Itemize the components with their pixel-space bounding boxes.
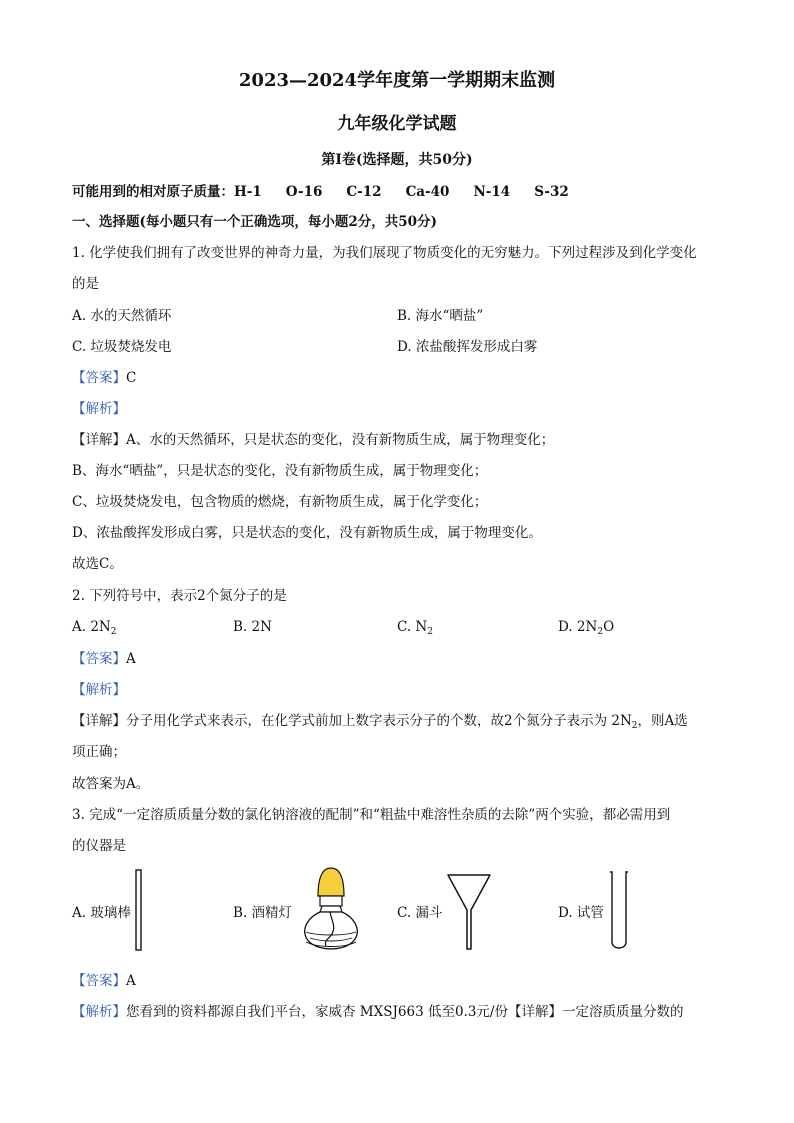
q3-stem-line1: 3. 完成“一定溶质质量分数的氯化钠溶液的配制”和“粗盐中难溶性杂质的去除”两个实验，都必需用到 [72, 807, 671, 823]
atomic-mass-item: Ca-40 [405, 184, 450, 200]
q3-option-c: C. 漏斗 [397, 905, 443, 921]
q2-detail-line2: 项正确； [72, 744, 126, 760]
q3-detail-text: 一定溶质质量分数的 [561, 1004, 684, 1020]
section-title: 一、选择题(每小题只有一个正确选项，每小题2分，共50分) [72, 214, 437, 230]
atomic-mass-item: S-32 [534, 184, 569, 200]
q1-conclusion: 故选C。 [72, 556, 123, 572]
q3-option-d: D. 试管 [558, 905, 604, 921]
q1-option-c: C. 垃圾焚烧发电 [72, 339, 172, 355]
q2-option-a: A. $2N_2$ [72, 619, 117, 637]
q3-answer [72, 971, 136, 991]
q1-option-d: D. 浓盐酸挥发形成白雾 [397, 339, 538, 355]
q1-detail-a [72, 430, 554, 450]
q2-answer-value: A [126, 651, 136, 667]
q3-answer-value: A [126, 973, 136, 989]
alcohol-lamp-icon [296, 866, 366, 952]
analysis-tag: 【解析】 [72, 682, 126, 698]
q1-option-b: B. 海水“晒盐” [397, 308, 484, 324]
atomic-mass-item: O-16 [285, 184, 323, 200]
atomic-mass-line [72, 182, 593, 202]
exam-title: 2023—2024学年度第一学期期末监测 [238, 70, 556, 91]
q1-detail-c: C、垃圾焚烧发电，包含物质的燃烧，有新物质生成，属于化学变化； [72, 494, 488, 510]
atomic-mass-item: C-12 [346, 184, 382, 200]
q2-detail: 【详解】分子用化学式来表示，在化学式前加上数字表示分子的个数，故2个氮分子表示为 $2N_2$，则A选 [72, 713, 688, 731]
exam-subtitle: 九年级化学试题 [337, 114, 457, 134]
q1-detail-b: B、海水“晒盐”，只是状态的变化，没有新物质生成，属于物理变化； [72, 463, 488, 479]
detail-tag: 【详解】 [72, 432, 126, 448]
q2-option-b: B. 2N [233, 619, 272, 635]
q3-analysis-text: 您看到的资料都源自我们平台，家威杏 MXSJ663 低至0.3元/份 [126, 1004, 508, 1020]
atomic-mass-label: 可能用到的相对原子质量： [72, 184, 234, 200]
answer-tag: 【答案】 [72, 973, 126, 989]
part-heading: 第Ⅰ卷(选择题，共50分) [321, 152, 473, 168]
q1-analysis [72, 399, 126, 419]
q3-option-a: A. 玻璃棒 [72, 905, 131, 921]
q1-answer [72, 368, 136, 388]
q3-stem-line2: 的仪器是 [72, 838, 126, 854]
q1-detail-a-text: A、水的天然循环，只是状态的变化，没有新物质生成，属于物理变化； [126, 432, 555, 448]
detail-tag: 【详解】 [507, 1004, 562, 1020]
q1-option-a: A. 水的天然循环 [72, 308, 172, 324]
atomic-mass-item: N-14 [473, 184, 511, 200]
analysis-tag: 【解析】 [72, 1004, 126, 1020]
q2-analysis [72, 680, 126, 700]
q3-option-b: B. 酒精灯 [233, 905, 293, 921]
q3-analysis [72, 1002, 683, 1022]
funnel-icon [446, 872, 492, 952]
q2-stem: 2. 下列符号中，表示2个氮分子的是 [72, 588, 287, 604]
q1-stem-line1: 1. 化学使我们拥有了改变世界的神奇力量，为我们展现了物质变化的无穷魅力。下列过程涉及到化学变化 [72, 245, 697, 261]
q1-stem-line2: 的是 [72, 276, 99, 292]
answer-tag: 【答案】 [72, 370, 126, 386]
q1-detail-d: D、浓盐酸挥发形成白雾，只是状态的变化，没有新物质生成，属于物理变化。 [72, 525, 542, 541]
q1-answer-value: C [126, 370, 137, 386]
test-tube-icon [608, 870, 630, 954]
q2-conclusion: 故答案为A。 [72, 776, 150, 792]
glass-rod-icon [134, 868, 144, 952]
answer-tag: 【答案】 [72, 651, 126, 667]
q2-answer [72, 649, 136, 669]
analysis-tag: 【解析】 [72, 401, 126, 417]
q2-option-c: C. $N_2$ [397, 619, 433, 637]
detail-tag: 【详解】 [72, 713, 126, 729]
q2-option-d: D. $2N_2O$ [558, 619, 615, 637]
atomic-mass-item: H-1 [234, 184, 262, 200]
